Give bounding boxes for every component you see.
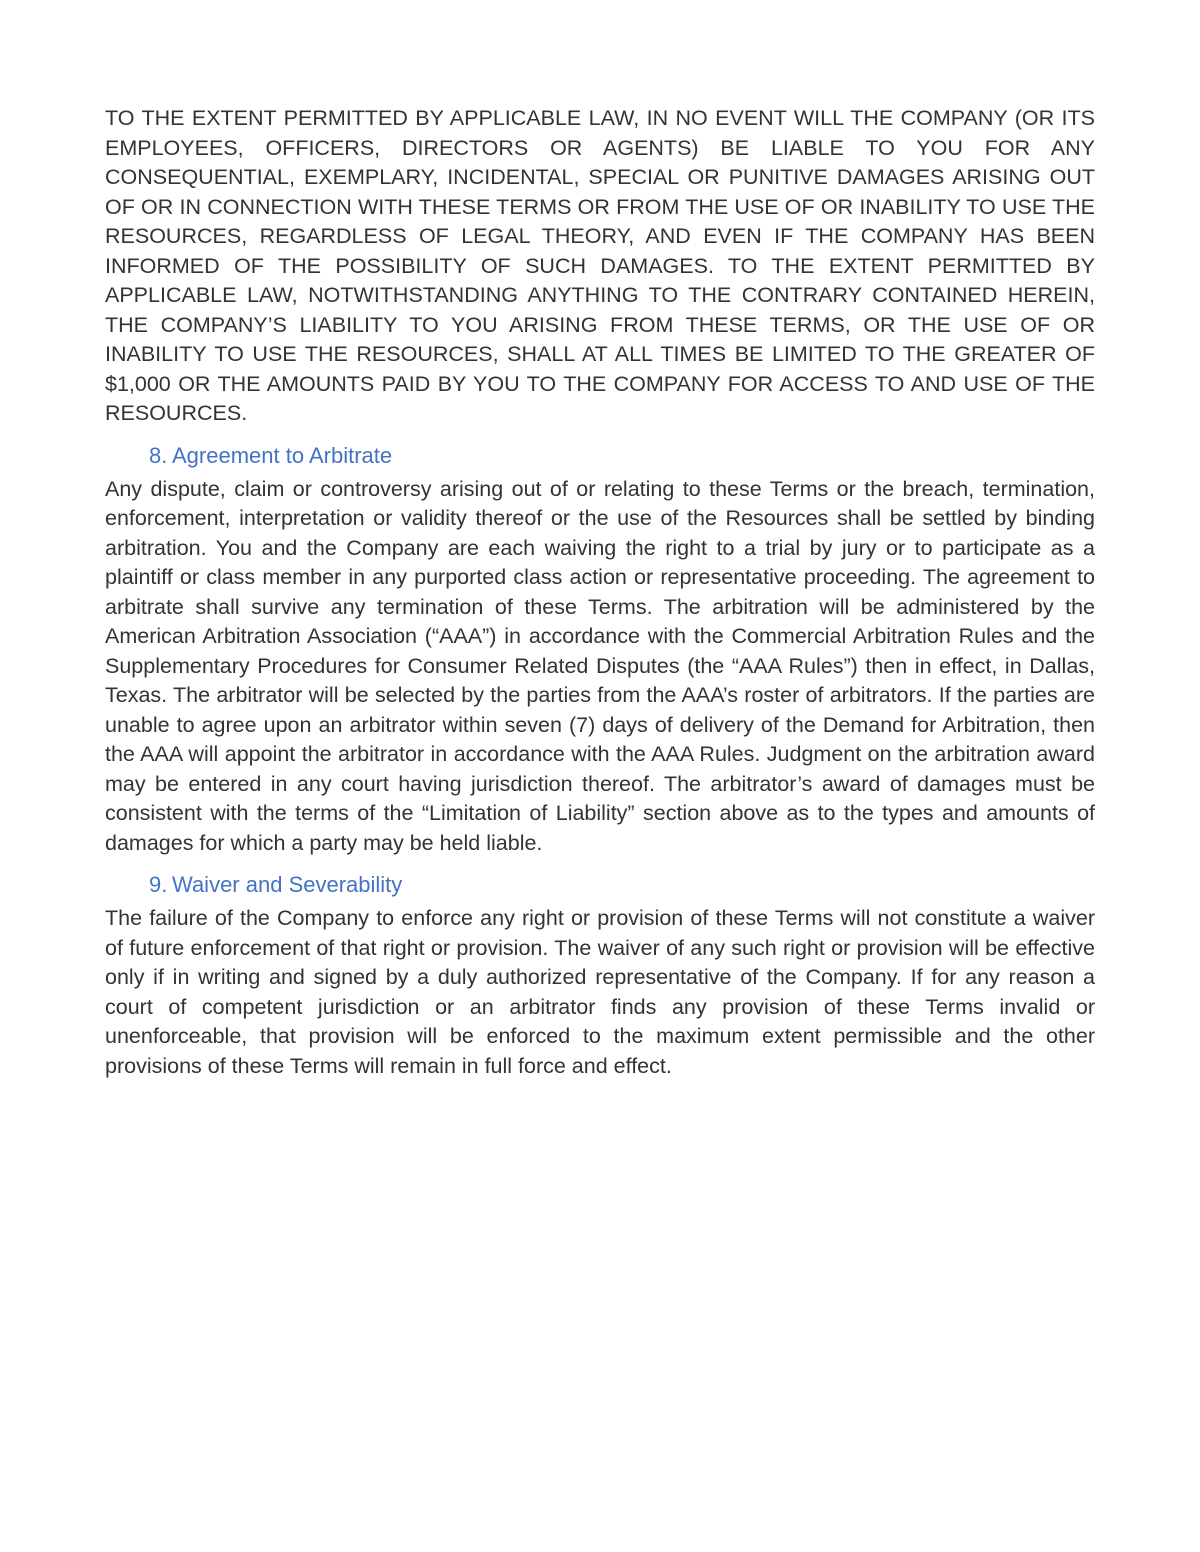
section-8-number: 8. <box>149 442 168 468</box>
section-9-heading <box>105 870 1095 900</box>
limitation-of-liability-paragraph: TO THE EXTENT PERMITTED BY APPLICABLE LAW, IN NO EVENT WILL THE COMPANY (OR ITS EMPLOYEES, OFFICERS, DIRECTORS OR AGENTS) BE LIABLE TO YOU FOR ANY CONSEQUENTIAL, EXEMPLARY, INCIDENTAL, SPECIAL OR PUNITIVE DAMAGES ARISING OUT OF OR IN CONNECTION WITH THESE TERMS OR FROM THE USE OF OR INABILITY TO USE THE RESOURCES, REGARDLESS OF LEGAL THEORY, AND EVEN IF THE COMPANY HAS BEEN INFORMED OF THE POSSIBILITY OF SUCH DAMAGES. TO THE EXTENT PERMITTED BY APPLICABLE LAW, NOTWITHSTANDING ANYTHING TO THE CONTRARY CONTAINED HEREIN, THE COMPANY’S LIABILITY TO YOU ARISING FROM THESE TERMS, OR THE USE OF OR INABILITY TO USE THE RESOURCES, SHALL AT ALL TIMES BE LIMITED TO THE GREATER OF $1,000 OR THE AMOUNTS PAID BY YOU TO THE COMPANY FOR ACCESS TO AND USE OF THE RESOURCES. <box>105 106 1095 425</box>
section-8-heading <box>105 441 1095 471</box>
section-9-title: Waiver and Severability <box>172 872 403 897</box>
section-8-body-paragraph: Any dispute, claim or controversy arising out of or relating to these Terms or the breach, termination, enforcement, interpretation or validity thereof or the use of the Resources shall be settled by binding arbitration. You and the Company are each waiving the right to a trial by jury or to participate as a plaintiff or class member in any purported class action or representative proceeding. The agreement to arbitrate shall survive any termination of these Terms. The arbitration will be administered by the American Arbitration Association (“AAA”) in accordance with the Commercial Arbitration Rules and the Supplementary Procedures for Consumer Related Disputes (the “AAA Rules”) then in effect, in Dallas, Texas. The arbitrator will be selected by the parties from the AAA’s roster of arbitrators. If the parties are unable to agree upon an arbitrator within seven (7) days of delivery of the Demand for Arbitration, then the AAA will appoint the arbitrator in accordance with the AAA Rules. Judgment on the arbitration award may be entered in any court having jurisdiction thereof. The arbitrator’s award of damages must be consistent with the terms of the “Limitation of Liability” section above as to the types and amounts of damages for which a party may be held liable. <box>105 476 1095 855</box>
section-9-body-paragraph: The failure of the Company to enforce any right or provision of these Terms will not constitute a waiver of future enforcement of that right or provision. The waiver of any such right or provision will be effective only if in writing and signed by a duly authorized representative of the Company. If for any reason a court of competent jurisdiction or an arbitrator finds any provision of these Terms invalid or unenforceable, that provision will be enforced to the maximum extent permissible and the other provisions of these Terms will remain in full force and effect. <box>105 906 1095 1078</box>
section-9-number: 9. <box>149 872 168 897</box>
section-8-title: Agreement to Arbitrate <box>172 442 393 468</box>
